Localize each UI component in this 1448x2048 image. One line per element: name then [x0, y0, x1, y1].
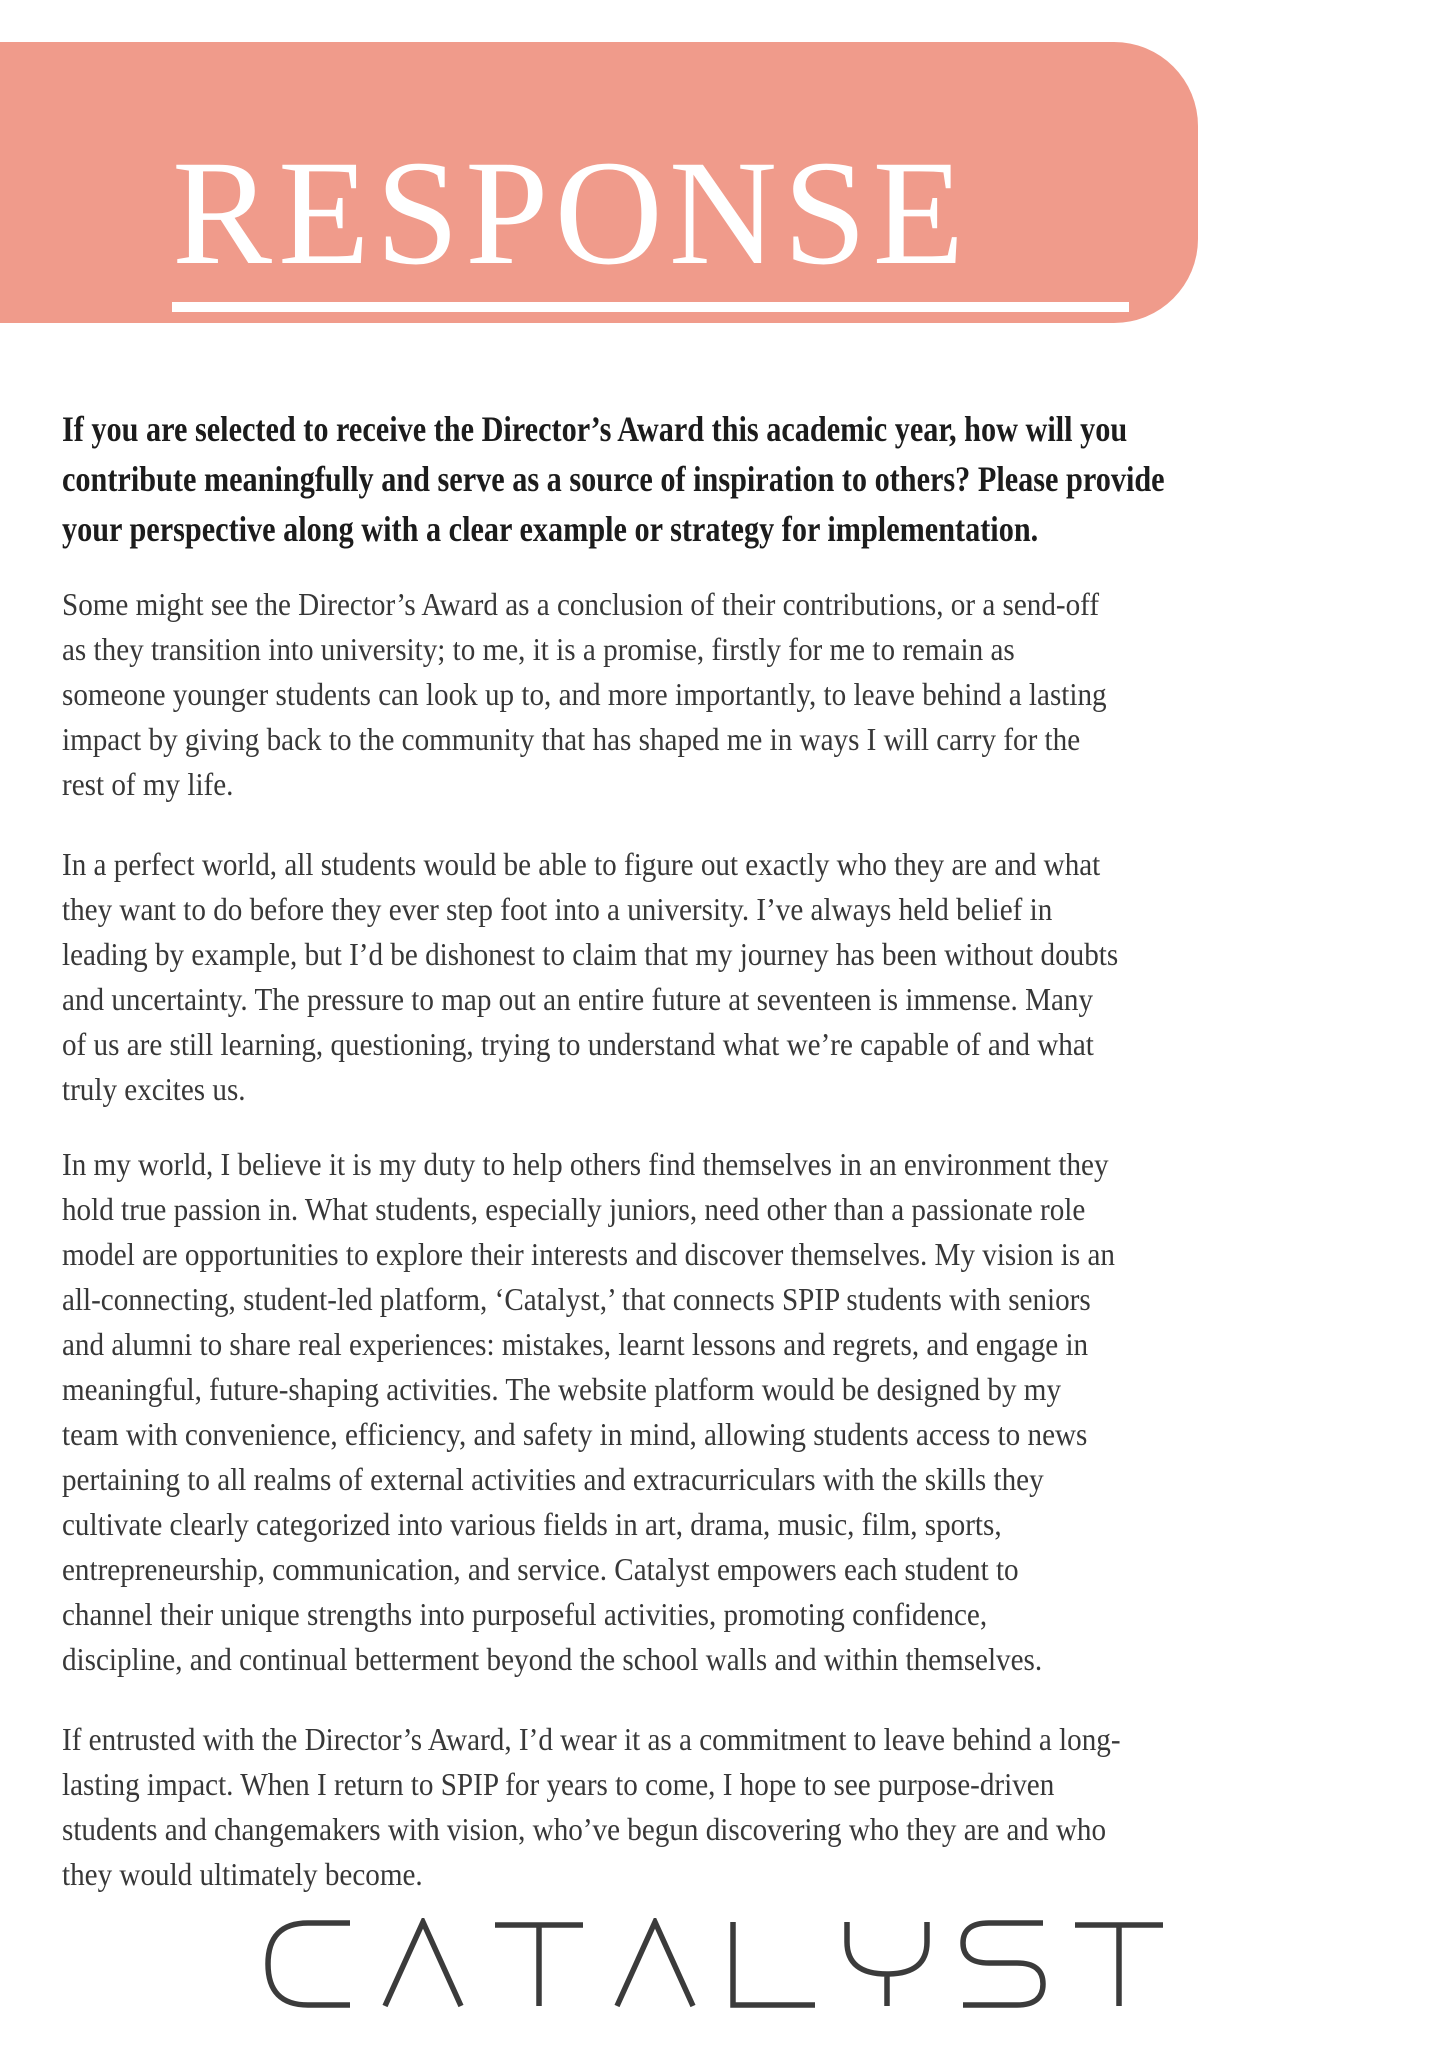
- text-line: rest of my life.: [62, 766, 234, 802]
- body-paragraph-3: [62, 1142, 1115, 1682]
- text-line: they want to do before they ever step foot into a university. I’ve always held belief in: [62, 891, 1053, 927]
- text-line: cultivate clearly categorized into various fields in art, drama, music, film, sports,: [62, 1506, 1002, 1542]
- text-line: they would ultimately become.: [62, 1856, 423, 1892]
- text-line: leading by example, but I’d be dishonest to claim that my journey has been without doubts: [62, 936, 1119, 972]
- title-underline: [172, 302, 1129, 312]
- text-line: Some might see the Director’s Award as a conclusion of their contributions, or a send-off: [62, 586, 1100, 622]
- text-line: discipline, and continual betterment beyond the school walls and within themselves.: [62, 1641, 1043, 1677]
- text-line: and uncertainty. The pressure to map out an entire future at seventeen is immense. Many: [62, 981, 1094, 1017]
- text-line: pertaining to all realms of external activities and extracurriculars with the skills they: [62, 1461, 1044, 1497]
- text-line: channel their unique strengths into purposeful activities, promoting confidence,: [62, 1596, 988, 1632]
- text-line: someone younger students can look up to, and more importantly, to leave behind a lasting: [62, 676, 1107, 712]
- text-line: meaningful, future-shaping activities. The website platform would be designed by my: [62, 1371, 1062, 1407]
- text-line: In my world, I believe it is my duty to help others find themselves in an environment they: [62, 1146, 1109, 1182]
- text-line: model are opportunities to explore their interests and discover themselves. My vision is an: [62, 1236, 1115, 1272]
- logo-letter-a2: [617, 1922, 693, 2006]
- text-line: of us are still learning, questioning, trying to understand what we’re capable of and what: [62, 1026, 1094, 1062]
- text-line: In a perfect world, all students would be able to figure out exactly who they are and what: [62, 846, 1101, 882]
- text-line: truly excites us.: [62, 1071, 246, 1107]
- logo-letter-l: [733, 1922, 815, 2005]
- text-line: hold true passion in. What students, especially juniors, need other than a passionate role: [62, 1191, 1086, 1227]
- body-paragraph-1: [62, 582, 1107, 807]
- text-line: as they transition into university; to me, it is a promise, firstly for me to remain as: [62, 631, 1015, 667]
- text-line: If you are selected to receive the Director’s Award this academic year, how will you: [62, 409, 1128, 449]
- body-paragraph-2: [62, 842, 1118, 1112]
- logo-letter-s: [963, 1923, 1043, 2005]
- logo-letter-c: [268, 1923, 350, 2005]
- logo-letter-t1: [495, 1925, 583, 2006]
- text-line: entrepreneurship, communication, and service. Catalyst empowers each student to: [62, 1551, 1019, 1587]
- catalyst-logo: [263, 1918, 1163, 2010]
- text-line: students and changemakers with vision, who’ve begun discovering who they are and who: [62, 1811, 1107, 1847]
- text-line: lasting impact. When I return to SPIP for years to come, I hope to see purpose-driven: [62, 1766, 1055, 1802]
- logo-letter-t2: [1075, 1925, 1163, 2006]
- logo-letter-a1: [385, 1922, 461, 2006]
- text-line: impact by giving back to the community that has shaped me in ways I will carry for the: [62, 721, 1081, 757]
- text-line: contribute meaningfully and serve as a source of inspiration to others? Please provide: [62, 459, 1165, 499]
- text-line: your perspective along with a clear example or strategy for implementation.: [62, 509, 1039, 549]
- text-line: and alumni to share real experiences: mistakes, learnt lessons and regrets, and engage in: [62, 1326, 1089, 1362]
- text-line: If entrusted with the Director’s Award, I’d wear it as a commitment to leave behind a long-: [62, 1721, 1121, 1757]
- body-paragraph-4: [62, 1717, 1121, 1897]
- text-line: team with convenience, efficiency, and safety in mind, allowing students access to news: [62, 1416, 1088, 1452]
- logo-letter-y: [847, 1922, 927, 2006]
- response-banner: [0, 42, 1198, 323]
- page-title: RESPONSE: [172, 130, 971, 296]
- text-line: all-connecting, student-led platform, ‘Catalyst,’ that connects SPIP students with seniors: [62, 1281, 1091, 1317]
- question-paragraph: [62, 404, 1165, 554]
